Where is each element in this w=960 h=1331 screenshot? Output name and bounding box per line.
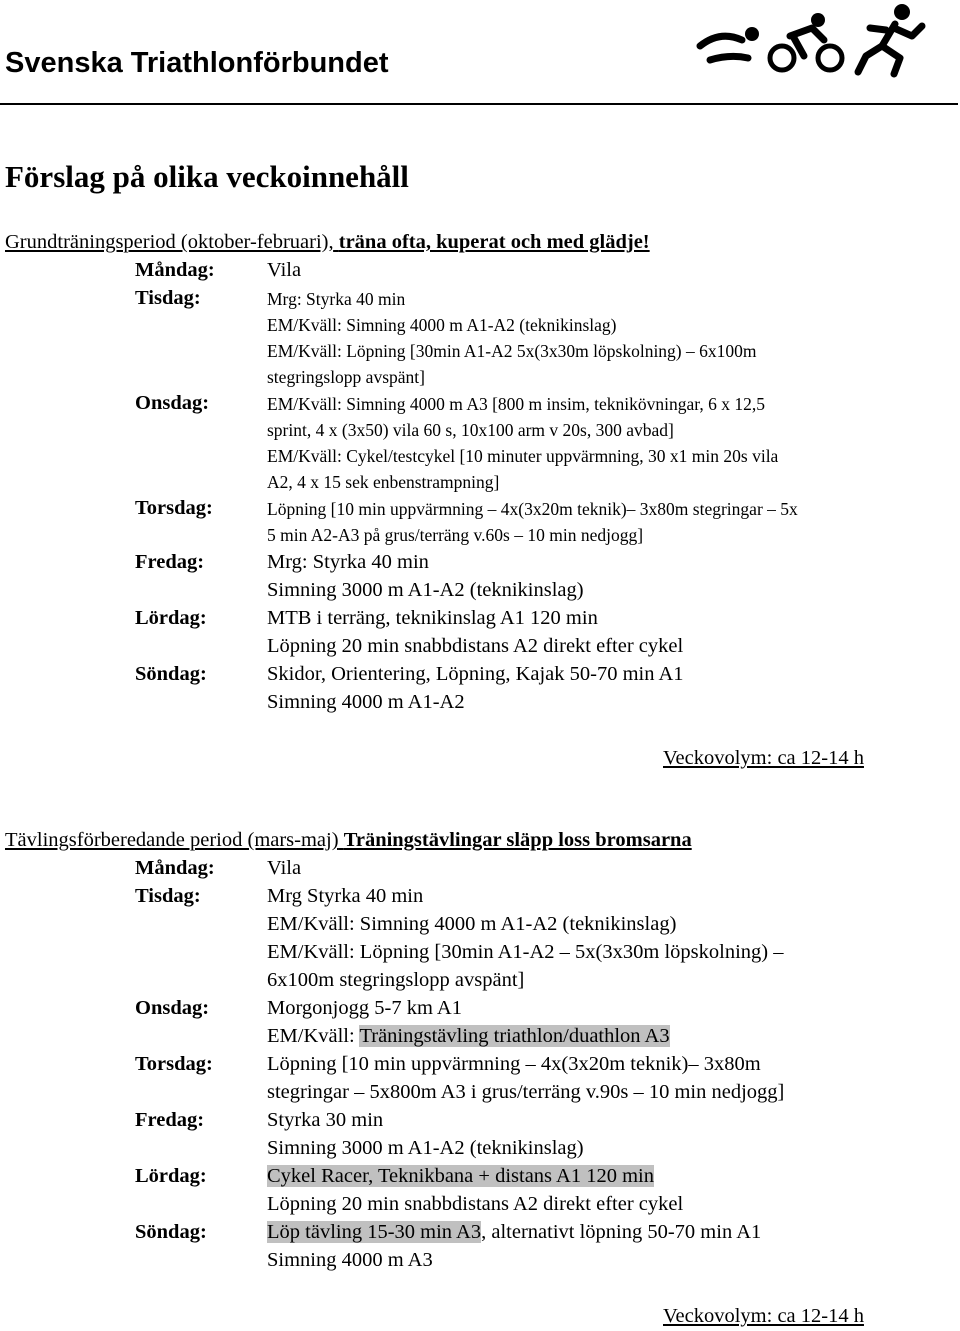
day-label: Söndag: (135, 1221, 207, 1243)
period-motto: träna ofta, kuperat och med glädje! (338, 231, 650, 253)
day-label: Onsdag: (135, 997, 210, 1019)
organization-name: Svenska Triathlonförbundet (5, 47, 389, 79)
activity-line: Simning 4000 m A3 (267, 1249, 433, 1271)
weekly-volume: Veckovolym: ca 12-14 h (663, 747, 864, 769)
day-label: Onsdag: (135, 392, 210, 414)
activity-line: 6x100m stegringslopp avspänt] (267, 969, 525, 991)
activity-line (267, 1162, 654, 1190)
activity-line: EM/Kväll: Simning 4000 m A3 [800 m insim, teknikövningar, 6 x 12,5 (267, 394, 766, 414)
day-label: Måndag: (135, 259, 215, 281)
activity-line: EM/Kväll: Löpning [30min A1-A2 5x(3x30m löpskolning) – 6x100m (267, 341, 757, 361)
activity-line: Löpning [10 min uppvärmning – 4x(3x20m teknik)– 3x80m (267, 1053, 761, 1075)
activity-line (267, 1218, 761, 1246)
activity-line: Löpning 20 min snabbdistans A2 direkt efter cykel (267, 635, 684, 657)
activity-line: Styrka 30 min (267, 1109, 384, 1131)
activity-line: Simning 3000 m A1-A2 (teknikinslag) (267, 1137, 584, 1159)
day-label: Torsdag: (135, 1053, 213, 1075)
activity-line: Mrg Styrka 40 min (267, 885, 424, 907)
activity-line: Simning 3000 m A1-A2 (teknikinslag) (267, 579, 584, 601)
activity-line: Mrg: Styrka 40 min (267, 289, 406, 309)
activity-line: Löpning 20 min snabbdistans A2 direkt efter cykel (267, 1193, 684, 1215)
activity-line: Löpning [10 min uppvärmning – 4x(3x20m teknik)– 3x80m stegringar – 5x (267, 499, 798, 519)
activity-prefix: EM/Kväll: (267, 1025, 360, 1047)
day-label: Söndag: (135, 663, 207, 685)
activity-line: EM/Kväll: Simning 4000 m A1-A2 (teknikinslag) (267, 913, 677, 935)
activity-line: Vila (267, 259, 302, 281)
activity-line: Skidor, Orientering, Löpning, Kajak 50-70 min A1 (267, 663, 684, 685)
day-label: Lördag: (135, 607, 207, 629)
day-label: Lördag: (135, 1165, 207, 1187)
activity-line: EM/Kväll: Cykel/testcykel [10 minuter uppvärmning, 30 x1 min 20s vila (267, 446, 779, 466)
activity-line: stegringar – 5x800m A3 i grus/terräng v.90s – 10 min nedjogg] (267, 1081, 785, 1103)
period-name: Grundträningsperiod (oktober-februari), (5, 231, 334, 253)
activity-line: sprint, 4 x (3x50) vila 60 s, 10x100 arm v 20s, 300 avbad] (267, 420, 674, 440)
activity-suffix: , alternativt löpning 50-70 min A1 (481, 1221, 762, 1243)
triathlon-swim-bike-run-icon (690, 0, 935, 80)
highlighted-activity: Träningstävling triathlon/duathlon A3 (359, 1025, 670, 1047)
weekly-volume: Veckovolym: ca 12-14 h (663, 1305, 864, 1327)
day-label: Måndag: (135, 857, 215, 879)
day-label: Torsdag: (135, 497, 213, 519)
activity-line: Mrg: Styrka 40 min (267, 551, 429, 573)
activity-line: Morgonjogg 5-7 km A1 (267, 997, 462, 1019)
activity-line: EM/Kväll: Löpning [30min A1-A2 – 5x(3x30m löpskolning) – (267, 941, 784, 963)
header-divider (0, 103, 958, 105)
activity-line: stegringslopp avspänt] (267, 367, 425, 387)
period-heading (5, 228, 650, 256)
highlighted-activity: Cykel Racer, Teknikbana + distans A1 120 min (267, 1165, 654, 1187)
highlighted-activity: Löp tävling 15-30 min A3 (267, 1221, 482, 1243)
day-label: Fredag: (135, 1109, 205, 1131)
day-label: Fredag: (135, 551, 205, 573)
activity-line: Simning 4000 m A1-A2 (267, 691, 465, 713)
activity-line: EM/Kväll: Simning 4000 m A1-A2 (teknikinslag) (267, 315, 617, 335)
period-heading (5, 826, 692, 854)
day-label: Tisdag: (135, 885, 201, 907)
activity-line: Vila (267, 857, 302, 879)
activity-line: A2, 4 x 15 sek enbenstrampning] (267, 472, 500, 492)
period-motto: Träningstävlingar släpp loss bromsarna (343, 829, 692, 851)
page-header (0, 0, 960, 104)
activity-line: MTB i terräng, teknikinslag A1 120 min (267, 607, 598, 629)
day-label: Tisdag: (135, 287, 201, 309)
period-name: Tävlingsförberedande period (mars-maj) (5, 829, 339, 851)
activity-line (267, 1022, 670, 1050)
activity-line: 5 min A2-A3 på grus/terräng v.60s – 10 min nedjogg] (267, 525, 644, 545)
page-title: Förslag på olika veckoinnehåll (5, 159, 409, 194)
